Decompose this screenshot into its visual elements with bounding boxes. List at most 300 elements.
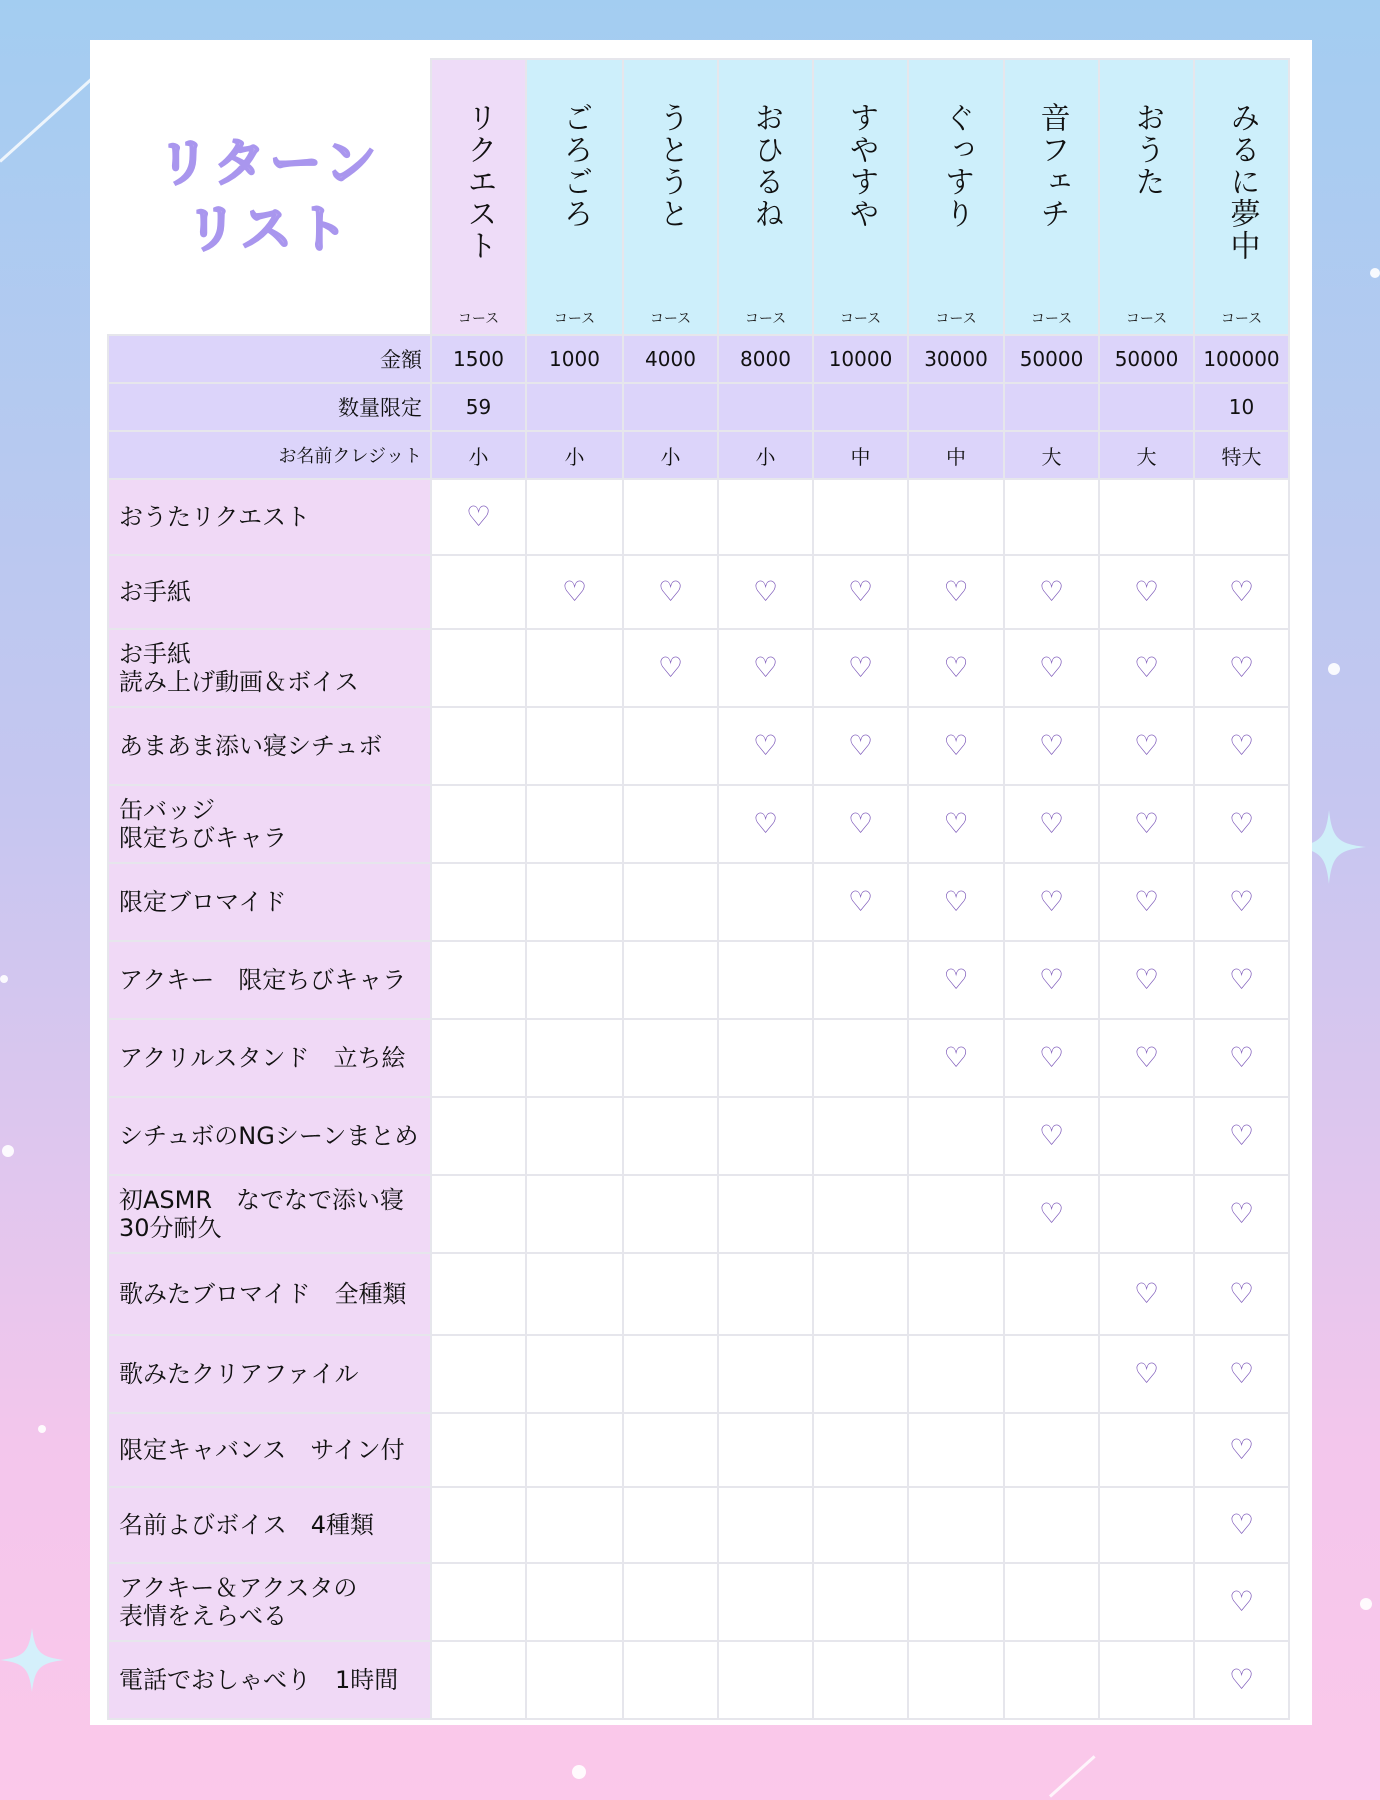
item-cell — [813, 863, 908, 941]
item-row — [108, 1413, 1289, 1487]
item-label-line: 歌みたクリアファイル — [119, 1360, 359, 1388]
sparkle-dot — [1328, 663, 1340, 675]
item-cell — [1099, 941, 1194, 1019]
item-cell — [718, 1563, 813, 1641]
item-cell — [623, 1563, 718, 1641]
heart-outline-icon: ♡ — [1133, 1041, 1160, 1074]
item-cell — [1099, 1019, 1194, 1097]
heart-outline-icon: ♡ — [943, 963, 969, 996]
course-header — [1194, 59, 1289, 335]
item-cell — [431, 1019, 526, 1097]
heart-outline-icon: ♡ — [943, 807, 969, 840]
item-cell — [526, 785, 623, 863]
item-cell — [623, 863, 718, 941]
item-cell — [431, 941, 526, 1019]
item-cell — [526, 1175, 623, 1253]
item-cell — [431, 1563, 526, 1641]
course-sub: コース — [839, 311, 882, 327]
course-price: 10000 — [813, 335, 908, 383]
item-cell — [1004, 1019, 1099, 1097]
item-cell — [813, 479, 908, 555]
item-cell — [908, 1487, 1004, 1563]
item-cell — [908, 941, 1004, 1019]
course-price: 100000 — [1194, 335, 1289, 383]
item-cell — [623, 707, 718, 785]
course-sub: コース — [649, 311, 692, 327]
heart-outline-icon: ♡ — [1228, 651, 1255, 684]
heart-outline-icon: ♡ — [1133, 1357, 1160, 1390]
item-cell — [1099, 479, 1194, 555]
item-cell — [1194, 1019, 1289, 1097]
item-cell — [718, 1253, 813, 1335]
item-cell — [623, 785, 718, 863]
item-cell — [431, 707, 526, 785]
course-limit — [813, 383, 908, 431]
course-header — [718, 59, 813, 335]
item-cell — [908, 1253, 1004, 1335]
heart-outline-icon: ♡ — [1038, 575, 1065, 608]
course-price: 50000 — [1099, 335, 1194, 383]
heart-outline-icon: ♡ — [657, 651, 684, 684]
item-cell — [1194, 479, 1289, 555]
sparkle-dot — [1370, 268, 1380, 278]
item-cell — [623, 1253, 718, 1335]
item-label — [108, 1335, 431, 1413]
item-label — [108, 1641, 431, 1719]
item-row — [108, 1097, 1289, 1175]
item-cell — [431, 1641, 526, 1719]
item-cell — [526, 1019, 623, 1097]
heart-outline-icon: ♡ — [1133, 651, 1160, 684]
item-label — [108, 1563, 431, 1641]
course-name: ぐっすり — [939, 102, 974, 230]
item-cell — [431, 629, 526, 707]
item-cell — [1099, 863, 1194, 941]
heart-outline-icon: ♡ — [847, 575, 874, 608]
course-sub: コース — [935, 311, 977, 327]
item-cell — [526, 1097, 623, 1175]
item-cell — [1004, 1335, 1099, 1413]
sparkle-dot — [572, 1765, 586, 1779]
title-line: リスト — [185, 199, 353, 260]
heart-outline-icon: ♡ — [1228, 963, 1255, 996]
item-cell — [1004, 1253, 1099, 1335]
item-cell — [813, 1097, 908, 1175]
item-cell — [718, 555, 813, 629]
heart-outline-icon: ♡ — [1133, 963, 1160, 996]
course-name: ごろごろ — [557, 102, 593, 230]
item-cell — [908, 707, 1004, 785]
sparkle-star-icon — [0, 1628, 64, 1692]
heart-outline-icon: ♡ — [1228, 1585, 1255, 1618]
course-name: リクエスト — [461, 102, 497, 262]
item-cell — [526, 707, 623, 785]
item-cell — [1099, 1413, 1194, 1487]
item-label-line: アクリルスタンド 立ち絵 — [119, 1044, 406, 1072]
item-cell — [1099, 629, 1194, 707]
heart-outline-icon: ♡ — [561, 575, 588, 608]
heart-outline-icon: ♡ — [1133, 575, 1160, 608]
item-row — [108, 707, 1289, 785]
heart-outline-icon: ♡ — [1038, 807, 1065, 840]
item-row — [108, 555, 1289, 629]
heart-outline-icon: ♡ — [1133, 1277, 1160, 1310]
item-cell — [1099, 707, 1194, 785]
item-cell — [718, 629, 813, 707]
item-label — [108, 1253, 431, 1335]
item-cell — [1194, 1641, 1289, 1719]
item-cell — [431, 1253, 526, 1335]
course-name: みるに夢中 — [1224, 102, 1260, 262]
item-cell — [718, 1019, 813, 1097]
item-cell — [623, 1097, 718, 1175]
item-cell — [526, 629, 623, 707]
item-cell — [813, 1335, 908, 1413]
item-cell — [1194, 863, 1289, 941]
item-cell — [1194, 785, 1289, 863]
item-cell — [1099, 1563, 1194, 1641]
course-limit — [1099, 383, 1194, 431]
heart-outline-icon: ♡ — [847, 651, 874, 684]
credit-label: お名前クレジット — [108, 431, 431, 479]
item-row — [108, 1641, 1289, 1719]
course-sub: コース — [744, 311, 787, 327]
item-cell — [1194, 1563, 1289, 1641]
item-label-line: アクキー＆アクスタの — [119, 1574, 358, 1602]
course-price: 4000 — [623, 335, 718, 383]
sparkle-dot — [38, 1425, 46, 1433]
course-header — [908, 59, 1004, 335]
item-label — [108, 707, 431, 785]
item-label — [108, 479, 431, 555]
item-cell — [718, 1097, 813, 1175]
item-cell — [1099, 1097, 1194, 1175]
item-cell — [526, 941, 623, 1019]
item-cell — [526, 1413, 623, 1487]
item-cell — [1194, 1487, 1289, 1563]
heart-outline-icon: ♡ — [847, 729, 874, 762]
course-name: すやすや — [843, 102, 879, 230]
course-credit: 小 — [526, 431, 623, 479]
item-label-line: 30分耐久 — [119, 1214, 222, 1242]
price-label: 金額 — [108, 335, 431, 383]
item-cell — [1004, 1097, 1099, 1175]
item-cell — [431, 785, 526, 863]
item-cell — [1099, 1487, 1194, 1563]
heart-outline-icon: ♡ — [1228, 1277, 1255, 1310]
item-cell — [1004, 1487, 1099, 1563]
limit-label: 数量限定 — [108, 383, 431, 431]
item-cell — [1099, 1175, 1194, 1253]
item-cell — [431, 1175, 526, 1253]
item-cell — [1099, 1335, 1194, 1413]
heart-outline-icon: ♡ — [943, 651, 969, 684]
item-label — [108, 1019, 431, 1097]
item-cell — [908, 1563, 1004, 1641]
item-cell — [908, 629, 1004, 707]
item-cell — [1004, 1641, 1099, 1719]
item-cell — [431, 479, 526, 555]
item-cell — [526, 1563, 623, 1641]
return-table — [107, 58, 1290, 1720]
item-cell — [813, 1019, 908, 1097]
course-header — [1004, 59, 1099, 335]
item-cell — [718, 479, 813, 555]
item-cell — [623, 1487, 718, 1563]
item-cell — [813, 1253, 908, 1335]
item-cell — [908, 785, 1004, 863]
course-limit — [526, 383, 623, 431]
item-cell — [813, 555, 908, 629]
course-name: 音フェチ — [1034, 102, 1070, 230]
item-cell — [718, 941, 813, 1019]
item-cell — [718, 1487, 813, 1563]
item-label — [108, 1413, 431, 1487]
sparkle-streak — [0, 73, 98, 162]
course-credit: 特大 — [1194, 431, 1289, 479]
heart-outline-icon: ♡ — [943, 729, 969, 762]
sparkle-dot — [0, 975, 8, 983]
return-list-card — [90, 40, 1312, 1725]
course-price: 1000 — [526, 335, 623, 383]
course-header — [431, 59, 526, 335]
course-price: 30000 — [908, 335, 1004, 383]
item-cell — [431, 1487, 526, 1563]
sparkle-streak — [1049, 1755, 1096, 1797]
item-cell — [813, 1563, 908, 1641]
item-row — [108, 1019, 1289, 1097]
heart-outline-icon: ♡ — [1038, 885, 1065, 918]
item-label-line: 初ASMR なでなで添い寝 — [119, 1186, 405, 1214]
item-cell — [431, 555, 526, 629]
heart-outline-icon: ♡ — [1228, 885, 1255, 918]
item-cell — [526, 1487, 623, 1563]
item-label-line: 名前よびボイス 4種類 — [119, 1511, 375, 1539]
item-cell — [908, 863, 1004, 941]
course-sub: コース — [1125, 311, 1168, 327]
item-cell — [526, 1335, 623, 1413]
item-cell — [813, 1487, 908, 1563]
page-title — [108, 59, 431, 335]
heart-outline-icon: ♡ — [1038, 963, 1065, 996]
item-cell — [718, 707, 813, 785]
item-label-line: お手紙 — [119, 578, 191, 606]
course-limit — [718, 383, 813, 431]
course-price: 8000 — [718, 335, 813, 383]
item-cell — [908, 479, 1004, 555]
item-cell — [1194, 1335, 1289, 1413]
item-label-line: アクキー 限定ちびキャラ — [119, 966, 407, 994]
course-sub: コース — [1220, 311, 1263, 327]
item-cell — [908, 1335, 1004, 1413]
heart-outline-icon: ♡ — [752, 807, 779, 840]
item-cell — [1099, 785, 1194, 863]
item-label-line: 読み上げ動画＆ボイス — [119, 668, 359, 696]
course-header — [623, 59, 718, 335]
item-label — [108, 785, 431, 863]
item-label-line: 限定ちびキャラ — [119, 824, 287, 852]
item-cell — [1004, 1175, 1099, 1253]
heart-outline-icon: ♡ — [943, 1041, 969, 1074]
item-cell — [813, 1413, 908, 1487]
item-cell — [718, 1413, 813, 1487]
item-cell — [526, 555, 623, 629]
item-cell — [526, 1253, 623, 1335]
item-cell — [1004, 555, 1099, 629]
heart-outline-icon: ♡ — [752, 651, 779, 684]
item-label-line: あまあま添い寝シチュボ — [119, 732, 383, 760]
heart-outline-icon: ♡ — [943, 885, 969, 918]
item-row — [108, 1335, 1289, 1413]
course-price: 50000 — [1004, 335, 1099, 383]
item-row — [108, 1487, 1289, 1563]
item-cell — [718, 1641, 813, 1719]
course-name: おひるね — [748, 102, 784, 230]
course-name: おうた — [1129, 102, 1165, 198]
item-cell — [623, 1019, 718, 1097]
item-cell — [908, 1097, 1004, 1175]
item-row — [108, 785, 1289, 863]
item-cell — [813, 1175, 908, 1253]
heart-outline-icon: ♡ — [1038, 1197, 1065, 1230]
heart-outline-icon: ♡ — [1228, 1508, 1255, 1541]
course-limit — [908, 383, 1004, 431]
course-limit: 10 — [1194, 383, 1289, 431]
heart-outline-icon: ♡ — [1133, 729, 1160, 762]
heart-outline-icon: ♡ — [1228, 575, 1255, 608]
item-cell — [813, 707, 908, 785]
item-label-line: お手紙 — [119, 640, 191, 668]
course-limit — [623, 383, 718, 431]
item-cell — [1194, 1253, 1289, 1335]
heart-outline-icon: ♡ — [1228, 1357, 1255, 1390]
course-credit: 中 — [908, 431, 1004, 479]
course-credit: 小 — [431, 431, 526, 479]
heart-outline-icon: ♡ — [1038, 1041, 1065, 1074]
course-price: 1500 — [431, 335, 526, 383]
item-label-line: 限定ブロマイド — [119, 888, 287, 916]
heart-outline-icon: ♡ — [1228, 1197, 1255, 1230]
heart-outline-icon: ♡ — [752, 729, 779, 762]
heart-outline-icon: ♡ — [847, 807, 874, 840]
course-sub: コース — [553, 311, 596, 327]
title-line: リターン — [157, 133, 381, 194]
heart-outline-icon: ♡ — [1133, 807, 1160, 840]
item-cell — [908, 1413, 1004, 1487]
item-cell — [908, 1019, 1004, 1097]
course-header — [1099, 59, 1194, 335]
heart-outline-icon: ♡ — [943, 575, 969, 608]
item-cell — [908, 555, 1004, 629]
item-label — [108, 941, 431, 1019]
heart-outline-icon: ♡ — [1228, 1119, 1255, 1152]
item-label — [108, 1097, 431, 1175]
course-sub: コース — [457, 311, 500, 327]
heart-outline-icon: ♡ — [465, 500, 492, 533]
item-cell — [1004, 479, 1099, 555]
course-name: うとうと — [653, 102, 689, 230]
item-cell — [431, 863, 526, 941]
item-cell — [718, 1175, 813, 1253]
item-cell — [1194, 707, 1289, 785]
heart-outline-icon: ♡ — [1228, 1433, 1255, 1466]
course-header — [813, 59, 908, 335]
item-cell — [1194, 1413, 1289, 1487]
heart-outline-icon: ♡ — [1228, 1041, 1255, 1074]
heart-outline-icon: ♡ — [752, 575, 779, 608]
item-cell — [908, 1175, 1004, 1253]
item-label-line: 限定キャバンス サイン付 — [119, 1436, 405, 1464]
course-credit: 大 — [1004, 431, 1099, 479]
item-label-line: おうたリクエスト — [119, 503, 311, 531]
item-cell — [623, 1413, 718, 1487]
sparkle-dot — [2, 1145, 14, 1157]
item-cell — [623, 1641, 718, 1719]
item-cell — [1194, 1097, 1289, 1175]
item-cell — [623, 629, 718, 707]
item-cell — [1004, 863, 1099, 941]
heart-outline-icon: ♡ — [1133, 885, 1160, 918]
course-credit: 小 — [718, 431, 813, 479]
item-cell — [718, 1335, 813, 1413]
item-row — [108, 863, 1289, 941]
item-label — [108, 1487, 431, 1563]
item-row — [108, 1253, 1289, 1335]
item-cell — [623, 555, 718, 629]
item-cell — [1194, 629, 1289, 707]
item-cell — [1004, 941, 1099, 1019]
item-cell — [1004, 707, 1099, 785]
item-cell — [1004, 1413, 1099, 1487]
course-sub: コース — [1030, 311, 1073, 327]
item-label — [108, 629, 431, 707]
item-cell — [813, 1641, 908, 1719]
heart-outline-icon: ♡ — [1038, 1119, 1065, 1152]
item-row — [108, 479, 1289, 555]
course-credit: 中 — [813, 431, 908, 479]
item-cell — [718, 863, 813, 941]
heart-outline-icon: ♡ — [1228, 729, 1255, 762]
course-header — [526, 59, 623, 335]
item-cell — [526, 863, 623, 941]
item-row — [108, 1175, 1289, 1253]
item-row — [108, 941, 1289, 1019]
item-label — [108, 555, 431, 629]
heart-outline-icon: ♡ — [1228, 807, 1255, 840]
item-label-line: 表情をえらべる — [119, 1602, 287, 1630]
item-label — [108, 1175, 431, 1253]
item-cell — [1099, 1253, 1194, 1335]
item-cell — [813, 941, 908, 1019]
item-cell — [1004, 785, 1099, 863]
item-label-line: シチュボのNGシーンまとめ — [119, 1122, 419, 1150]
item-cell — [1099, 555, 1194, 629]
item-cell — [526, 479, 623, 555]
heart-outline-icon: ♡ — [1038, 651, 1065, 684]
item-cell — [813, 629, 908, 707]
item-cell — [431, 1097, 526, 1175]
heart-outline-icon: ♡ — [847, 885, 874, 918]
item-cell — [1099, 1641, 1194, 1719]
item-cell — [431, 1335, 526, 1413]
item-cell — [526, 1641, 623, 1719]
item-cell — [1194, 1175, 1289, 1253]
item-cell — [1194, 941, 1289, 1019]
course-credit: 大 — [1099, 431, 1194, 479]
item-label-line: 電話でおしゃべり 1時間 — [119, 1666, 399, 1694]
item-label — [108, 863, 431, 941]
item-row — [108, 629, 1289, 707]
